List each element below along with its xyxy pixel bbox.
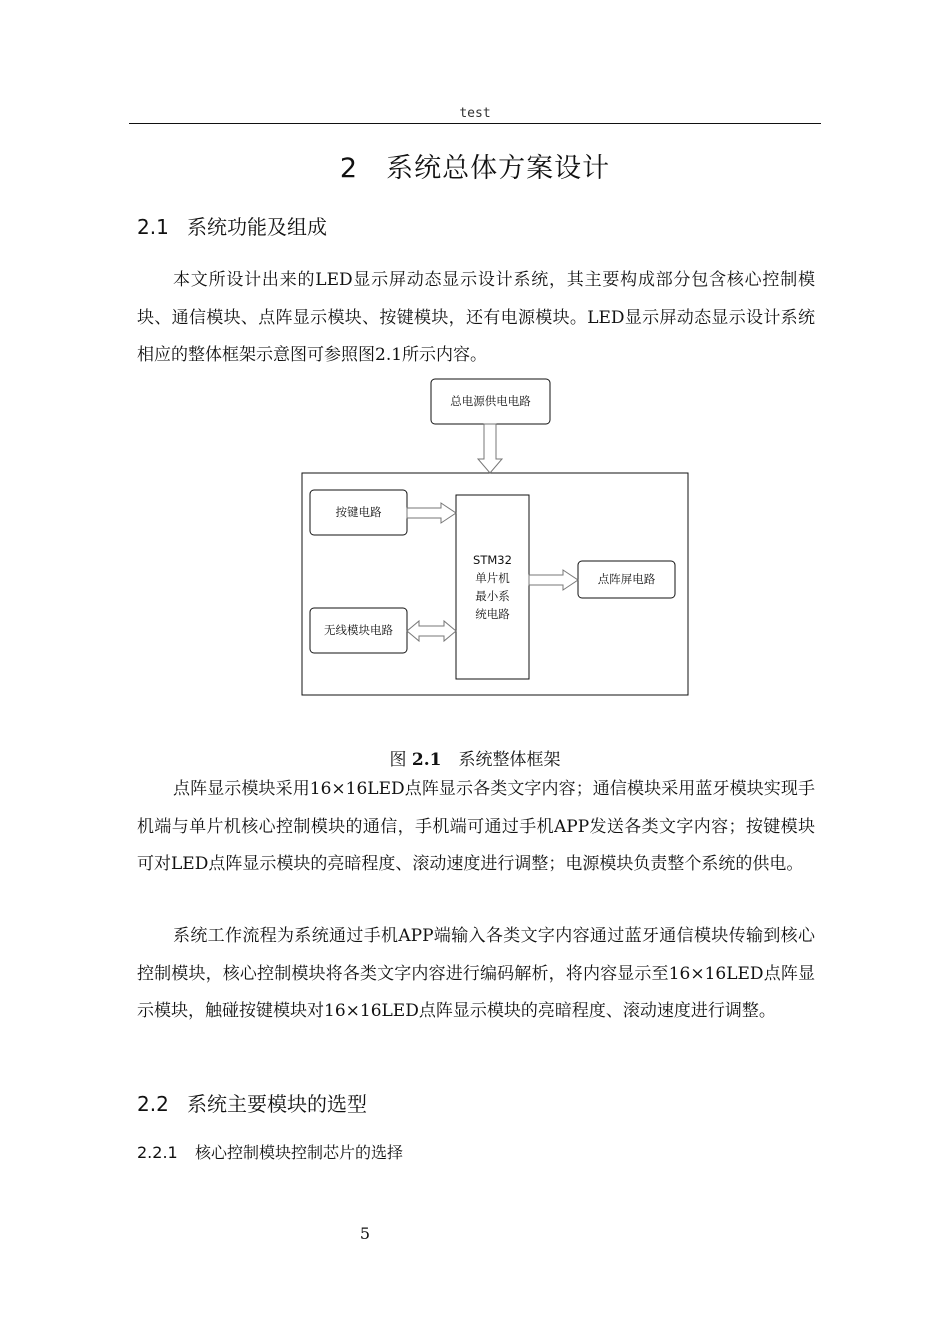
power-arrow bbox=[478, 424, 502, 473]
section-title: 系统功能及组成 bbox=[187, 215, 327, 239]
wireless-arrow bbox=[407, 621, 456, 641]
section-heading-2-1 bbox=[137, 211, 327, 240]
matrix-arrow bbox=[529, 570, 578, 590]
caption-number: 2.1 bbox=[411, 750, 442, 770]
matrix-label: 点阵屏电路 bbox=[597, 572, 656, 586]
wireless-label: 无线模块电路 bbox=[324, 623, 393, 637]
page-number: 5 bbox=[359, 1224, 371, 1243]
keys-label: 按键电路 bbox=[335, 505, 382, 519]
page-header: test bbox=[459, 106, 491, 121]
section-title: 系统主要模块的选型 bbox=[187, 1092, 367, 1116]
paragraph-intro: 本文所设计出来的LED显示屏动态显示设计系统，其主要构成部分包含核心控制模块、通信模块、点阵显示模块、按键模块，还有电源模块。LED显示屏动态显示设计系统相应的整体框架示意图可参照图2.1所示内容。 bbox=[137, 270, 815, 365]
section-heading-2-2 bbox=[137, 1088, 367, 1117]
diagram-graphics bbox=[295, 372, 695, 702]
keys-arrow bbox=[407, 503, 456, 523]
power-label: 总电源供电电路 bbox=[450, 394, 531, 408]
paragraph-workflow: 系统工作流程为系统通过手机APP端输入各类文字内容通过蓝牙通信模块传输到核心控制模块，核心控制模块将各类文字内容进行编码解析，将内容显示至16×16LED点阵显示模块，触碰按键模块对16×16LED点阵显示模块的亮暗程度、滚动速度进行调整。 bbox=[137, 926, 815, 1021]
section-number: 2.2 bbox=[137, 1092, 169, 1116]
mcu-label-line4: 统电路 bbox=[475, 607, 510, 621]
caption-title: 系统整体框架 bbox=[441, 750, 561, 770]
mcu-label-line1: STM32 bbox=[473, 553, 512, 567]
figure-caption bbox=[0, 745, 950, 770]
chapter-title: 2 系统总体方案设计 bbox=[339, 153, 611, 184]
subsection-title: 核心控制模块控制芯片的选择 bbox=[195, 1143, 404, 1162]
mcu-label-line2: 单片机 bbox=[475, 571, 510, 585]
caption-prefix: 图 bbox=[389, 750, 407, 770]
subsection-heading-2-2-1 bbox=[137, 1140, 403, 1163]
subsection-number: 2.2.1 bbox=[137, 1143, 178, 1162]
header-rule bbox=[129, 123, 821, 124]
paragraph-modules: 点阵显示模块采用16×16LED点阵显示各类文字内容；通信模块采用蓝牙模块实现手机端与单片机核心控制模块的通信，手机端可通过手机APP发送各类文字内容；按键模块可对LED点阵显示模块的亮暗程度、滚动速度进行调整；电源模块负责整个系统的供电。 bbox=[137, 779, 815, 874]
section-number: 2.1 bbox=[137, 215, 169, 239]
system-block-diagram bbox=[295, 372, 695, 702]
mcu-label-line3: 最小系 bbox=[475, 589, 510, 603]
